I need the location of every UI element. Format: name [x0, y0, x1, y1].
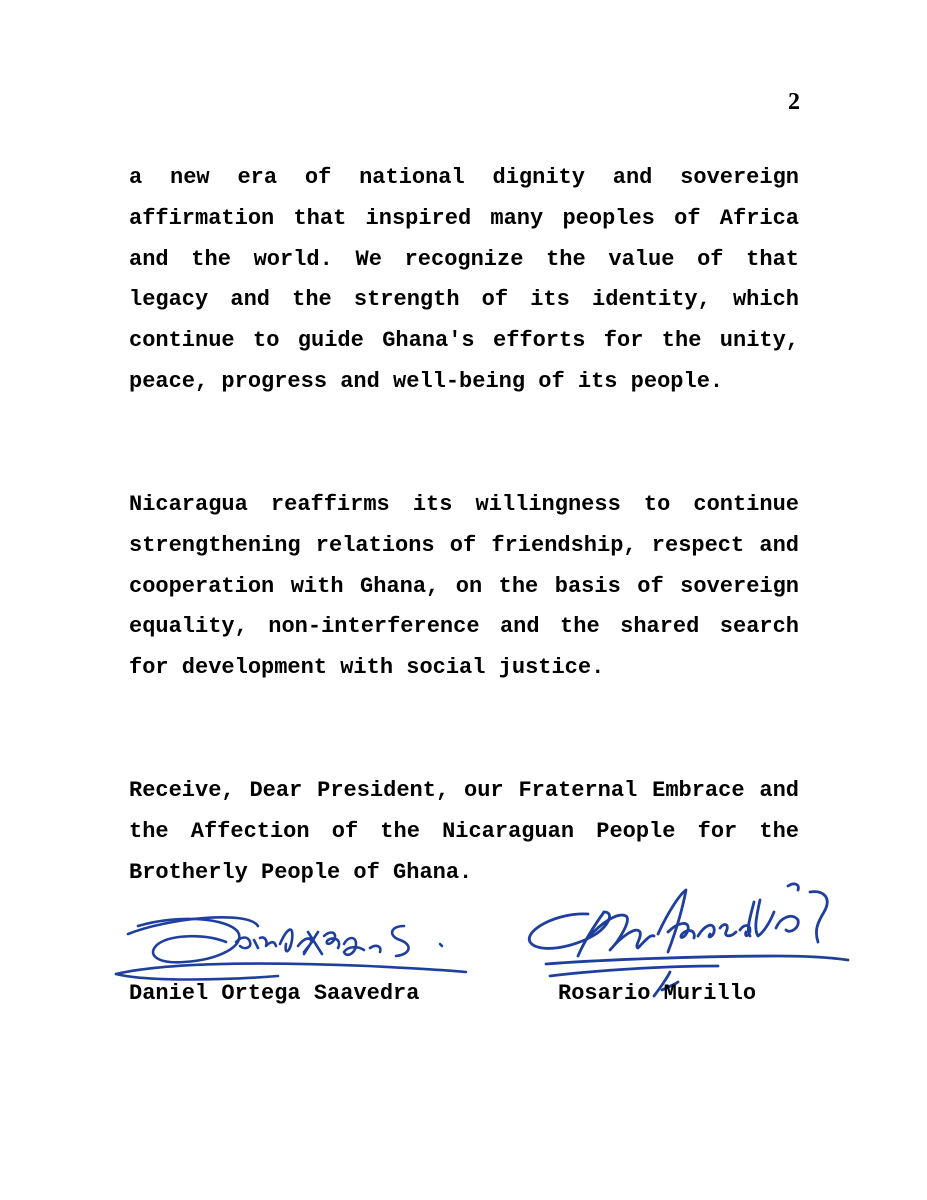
letter-paragraph: Receive, Dear President, our Fraternal Embrace and the Affection of the Nicaraguan People for the Brotherly People of Ghana. [129, 778, 799, 885]
letter-paragraph: Nicaragua reaffirms its willingness to continue strengthening relations of friendship, respect and cooperation with Ghana, on the basis of sovereign equality, non-interference and the shared search for development with social justice. [129, 492, 799, 681]
page-number: 2 [788, 89, 800, 115]
letter-paragraph: a new era of national dignity and sovereign affirmation that inspired many peoples of Africa and the world. We recognize the value of that legacy and the strength of its identity, which continue to guide Ghana's efforts for the unity, peace, progress and well-being of its people. [129, 165, 799, 394]
signature-ortega [108, 896, 488, 988]
signatory-name-murillo: Rosario Murillo [558, 981, 757, 1006]
signatory-name-ortega: Daniel Ortega Saavedra [129, 981, 420, 1006]
